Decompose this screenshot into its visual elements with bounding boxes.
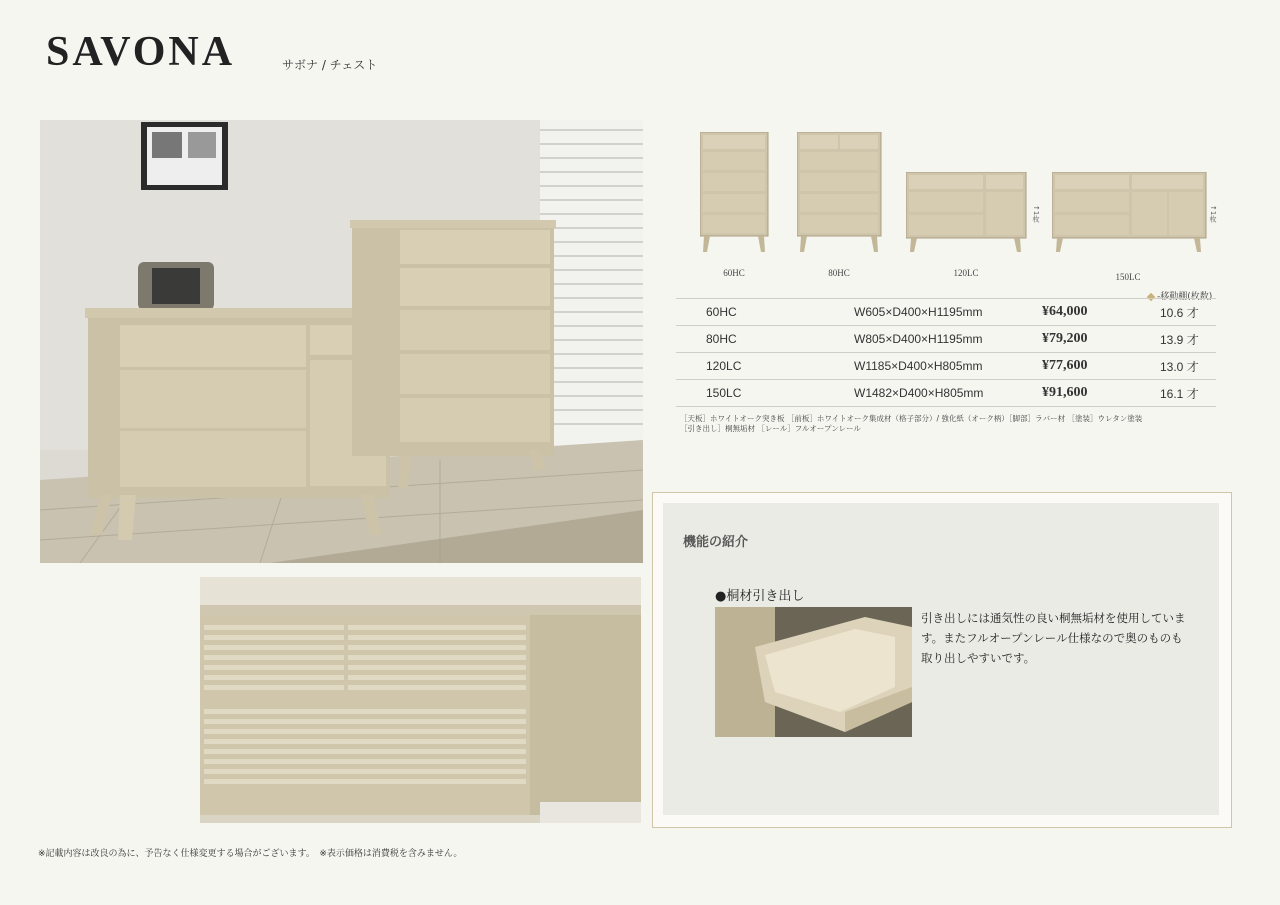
price-cell: ¥64,000 bbox=[1038, 299, 1156, 326]
closeup-photo bbox=[200, 577, 641, 823]
model-cell: 120LC bbox=[676, 353, 850, 380]
thumb-label-80hc: 80HC bbox=[828, 268, 850, 278]
table-row bbox=[676, 380, 1216, 407]
thumb-label-150lc: 150LC bbox=[1115, 272, 1141, 282]
thumbnail-60hc bbox=[700, 132, 770, 258]
model-cell: 150LC bbox=[676, 380, 850, 407]
drawer-photo bbox=[715, 607, 912, 737]
page-subtitle: サボナ / チェスト bbox=[282, 58, 378, 72]
table-row bbox=[676, 299, 1216, 326]
feature-subheading: ●桐材引き出し bbox=[715, 589, 805, 604]
dimension-cell: W1185×D400×H805mm bbox=[850, 353, 1038, 380]
dimension-cell: W605×D400×H1195mm bbox=[850, 299, 1038, 326]
materials-line-2: ［引き出し］桐無垢材 ［レール］フルオープンレール bbox=[680, 424, 861, 433]
page-title: SAVONA bbox=[46, 29, 236, 75]
volume-cell: 13.0 才 bbox=[1156, 353, 1216, 380]
volume-cell: 10.6 才 bbox=[1156, 299, 1216, 326]
table-row bbox=[676, 326, 1216, 353]
price-cell: ¥91,600 bbox=[1038, 380, 1156, 407]
side-mark-120lc: ↑1枚 bbox=[1032, 205, 1040, 223]
model-cell: 80HC bbox=[676, 326, 850, 353]
thumb-label-60hc: 60HC bbox=[723, 268, 745, 278]
model-cell: 60HC bbox=[676, 299, 850, 326]
feature-panel-inner bbox=[663, 503, 1219, 815]
materials-line-1: ［天板］ホワイトオーク突き板 ［前板］ホワイトオーク集成材（格子部分）/ 強化紙（オーク柄）［脚部］ラバー材 ［塗装］ウレタン塗装 bbox=[680, 414, 1143, 423]
dimension-cell: W805×D400×H1195mm bbox=[850, 326, 1038, 353]
thumb-label-120lc: 120LC bbox=[953, 268, 979, 278]
volume-cell: 13.9 才 bbox=[1156, 326, 1216, 353]
legend-text: -移動棚(枚数) bbox=[1157, 292, 1213, 302]
side-mark-150lc: ↑1枚 bbox=[1209, 205, 1217, 223]
price-cell: ¥79,200 bbox=[1038, 326, 1156, 353]
spec-table bbox=[676, 298, 1216, 407]
thumbnail-120lc bbox=[906, 172, 1028, 258]
thumbnail-150lc bbox=[1052, 172, 1208, 258]
room-photo bbox=[40, 120, 643, 563]
volume-cell: 16.1 才 bbox=[1156, 380, 1216, 407]
table-row bbox=[676, 353, 1216, 380]
thumbnail-80hc bbox=[797, 132, 883, 258]
price-cell: ¥77,600 bbox=[1038, 353, 1156, 380]
dimension-cell: W1482×D400×H805mm bbox=[850, 380, 1038, 407]
feature-heading: 機能の紹介 bbox=[683, 535, 749, 550]
feature-description: 引き出しには通気性の良い桐無垢材を使用しています。またフルオープンレール仕様なので奥のものも取り出しやすいです。 bbox=[921, 611, 1186, 665]
feature-panel bbox=[652, 492, 1232, 828]
footnote: ※記載内容は改良の為に、予告なく仕様変更する場合がございます。 ※表示価格は消費税を含みません。 bbox=[38, 849, 463, 859]
